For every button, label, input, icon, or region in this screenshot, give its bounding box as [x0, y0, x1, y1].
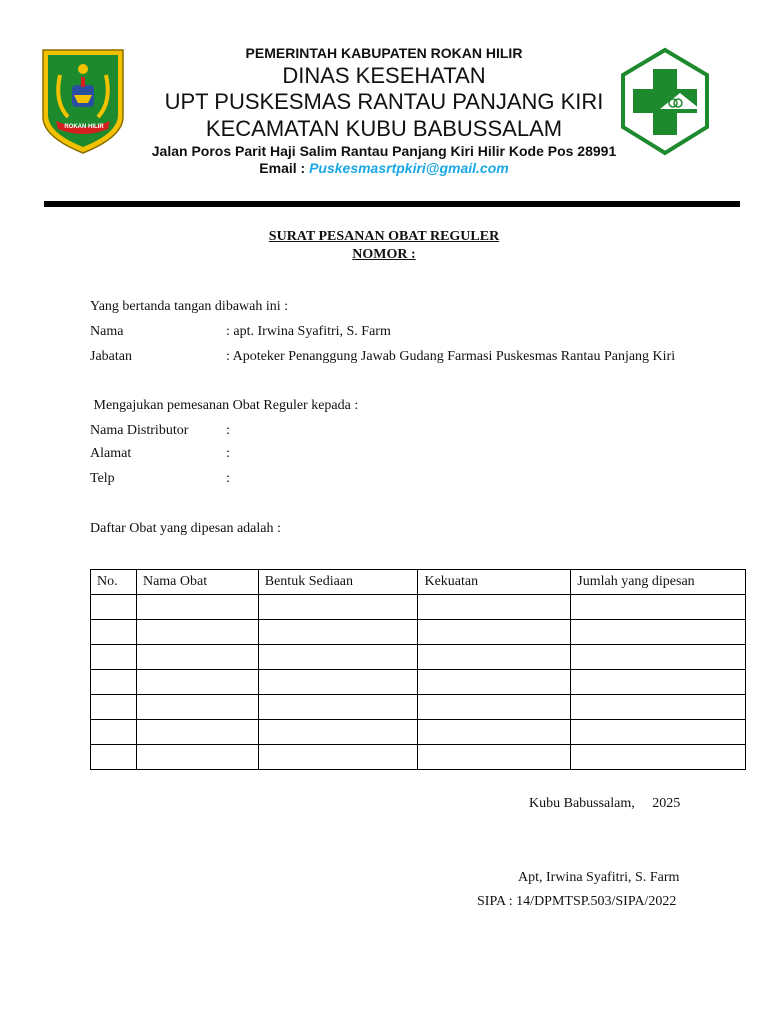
intro-text: Yang bertanda tangan dibawah ini :	[90, 299, 289, 314]
table-cell	[258, 620, 418, 645]
request-text: Mengajukan pemesanan Obat Reguler kepada :	[90, 398, 359, 413]
telp-colon: :	[226, 471, 230, 486]
email-label: Email :	[259, 160, 306, 176]
table-cell	[418, 670, 571, 695]
document-number: NOMOR :	[352, 247, 416, 262]
signer-name: Apt, Irwina Syafitri, S. Farm	[518, 870, 680, 885]
table-header-row	[91, 570, 746, 595]
unit-name: UPT PUSKESMAS RANTAU PANJANG KIRI	[164, 89, 604, 114]
table-cell	[418, 620, 571, 645]
table-cell	[258, 595, 418, 620]
table-cell	[571, 645, 746, 670]
table-cell	[136, 720, 258, 745]
govt-line: PEMERINTAH KABUPATEN ROKAN HILIR	[245, 45, 523, 61]
document-title: SURAT PESANAN OBAT REGULER	[268, 229, 500, 244]
email-value: Puskesmasrtpkiri@gmail.com	[309, 160, 509, 176]
table-cell	[136, 695, 258, 720]
col-nama-obat-header: Nama Obat	[136, 570, 258, 595]
table-row	[91, 695, 746, 720]
alamat-label: Alamat	[90, 446, 132, 461]
crest-banner-text: ROKAN HILIR	[64, 124, 104, 130]
table-cell	[418, 695, 571, 720]
table-cell	[136, 595, 258, 620]
table-cell	[91, 695, 137, 720]
address-line: Jalan Poros Parit Haji Salim Rantau Panjang Kiri Hilir Kode Pos 28991	[151, 143, 617, 159]
table-cell	[136, 620, 258, 645]
table-cell	[136, 745, 258, 770]
table-cell	[258, 670, 418, 695]
table-cell	[571, 720, 746, 745]
table-row	[91, 670, 746, 695]
nama-value: : apt. Irwina Syafitri, S. Farm	[226, 324, 391, 339]
nama-label: Nama	[90, 324, 124, 339]
table-cell	[136, 645, 258, 670]
alamat-colon: :	[226, 446, 230, 461]
col-kekuatan-header: Kekuatan	[418, 570, 571, 595]
table-row	[91, 620, 746, 645]
table-cell	[136, 670, 258, 695]
email-line	[0, 160, 768, 176]
table-cell	[418, 595, 571, 620]
col-jumlah-header: Jumlah yang dipesan	[571, 570, 746, 595]
table-cell	[571, 745, 746, 770]
table-cell	[91, 645, 137, 670]
agency-name: DINAS KESEHATAN	[282, 63, 486, 88]
table-cell	[418, 720, 571, 745]
col-bentuk-sediaan-header: Bentuk Sediaan	[258, 570, 418, 595]
table-cell	[571, 595, 746, 620]
table-cell	[258, 745, 418, 770]
telp-label: Telp	[90, 471, 115, 486]
jabatan-label: Jabatan	[90, 349, 132, 364]
table-row	[91, 720, 746, 745]
table-row	[91, 645, 746, 670]
table-cell	[91, 620, 137, 645]
letterhead-divider	[44, 201, 740, 207]
table-cell	[418, 645, 571, 670]
table-row	[91, 745, 746, 770]
district-name: KECAMATAN KUBU BABUSSALAM	[205, 116, 563, 141]
table-cell	[258, 645, 418, 670]
jabatan-value: : Apoteker Penanggung Jawab Gudang Farmasi Puskesmas Rantau Panjang Kiri	[226, 349, 676, 364]
order-table	[90, 569, 746, 770]
col-no-header: No.	[91, 570, 137, 595]
table-cell	[571, 695, 746, 720]
list-intro: Daftar Obat yang dipesan adalah :	[90, 521, 281, 536]
table-cell	[91, 745, 137, 770]
signer-sipa: SIPA : 14/DPMTSP.503/SIPA/2022	[477, 894, 677, 909]
table-cell	[258, 720, 418, 745]
table-cell	[258, 695, 418, 720]
place-date: Kubu Babussalam, 2025	[529, 796, 681, 811]
distributor-colon: :	[226, 423, 230, 438]
table-cell	[91, 670, 137, 695]
table-cell	[91, 595, 137, 620]
table-cell	[91, 720, 137, 745]
table-cell	[571, 670, 746, 695]
table-cell	[418, 745, 571, 770]
table-row	[91, 595, 746, 620]
distributor-label: Nama Distributor	[90, 423, 189, 438]
table-cell	[571, 620, 746, 645]
